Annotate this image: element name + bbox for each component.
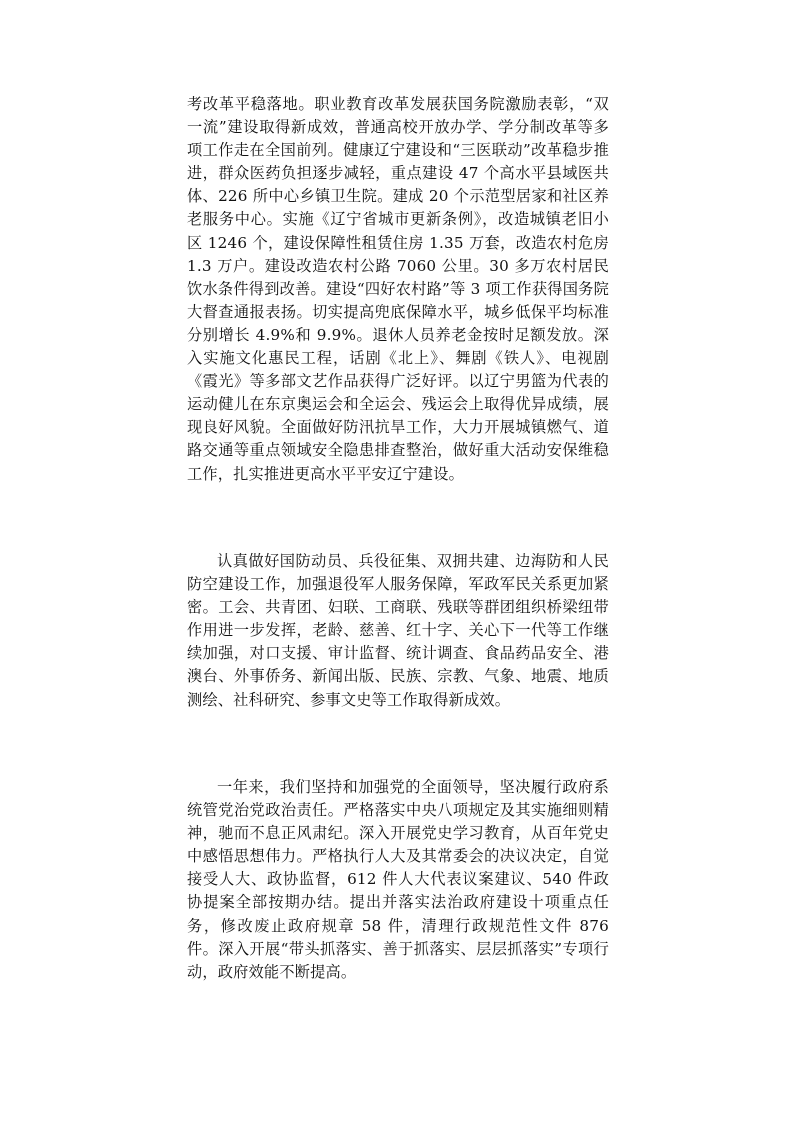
paragraph-education-health-livelihood: 考改革平稳落地。职业教育改革发展获国务院激励表彰，“双一流”建设取得新成效，普通高校开放办学、学分制改革等多项工作走在全国前列。健康辽宁建设和“三医联动”改革稳步推进，群众医药负担逐步减轻，重点建设 47 个高水平县域医共体、226 所中心乡镇卫生院。建成 20 个示范型居家和社区养老服务中心。实施《辽宁省城市更新条例》，改造城镇老旧小区 1246 个，建设保障性租赁住房 1.35 万套，改造农村危房 1.3 万户。建设改造农村公路 7060 公里。30 多万农村居民饮水条件得到改善。建设“四好农村路”等 3 项工作获得国务院大督查通报表扬。切实提高兜底保障水平，城乡低保平均标准分别增长 4.9%和 9.9%。退休人员养老金按时足额发放。深入实施文化惠民工程，话剧《北上》、舞剧《铁人》、电视剧《霞光》等多部文艺作品获得广泛好评。以辽宁男篮为代表的运动健儿在东京奥运会和全运会、残运会上取得优异成绩，展现良好风貌。全面做好防汛抗旱工作，大力开展城镇燃气、道路交通等重点领域安全隐患排查整治，做好重大活动安保维稳工作，扎实推进更高水平平安辽宁建设。	[187, 95, 609, 483]
paragraph-party-leadership: 一年来，我们坚持和加强党的全面领导，坚决履行政府系统管党治党政治责任。严格落实中央八项规定及其实施细则精神，驰而不息正风肃纪。深入开展党史学习教育，从百年党史中感悟思想伟力。严格执行人大及其常委会的决议决定，自觉接受人大、政协监督，612 件人大代表议案建议、540 件政协提案全部按期办结。提出并落实法治政府建设十项重点任务，修改废止政府规章 58 件，清理行政规范性文件 876 件。深入开展“带头抓落实、善于抓落实、层层抓落实”专项行动，政府效能不断提高。	[187, 778, 609, 981]
paragraph-defense-mass-organizations: 认真做好国防动员、兵役征集、双拥共建、边海防和人民防空建设工作，加强退役军人服务保障，军政军民关系更加紧密。工会、共青团、妇联、工商联、残联等群团组织桥梁纽带作用进一步发挥，老龄、慈善、红十字、关心下一代等工作继续加强，对口支援、审计监督、统计调查、食品药品安全、港澳台、外事侨务、新闻出版、民族、宗教、气象、地震、地质测绘、社科研究、参事文史等工作取得新成效。	[187, 552, 609, 709]
